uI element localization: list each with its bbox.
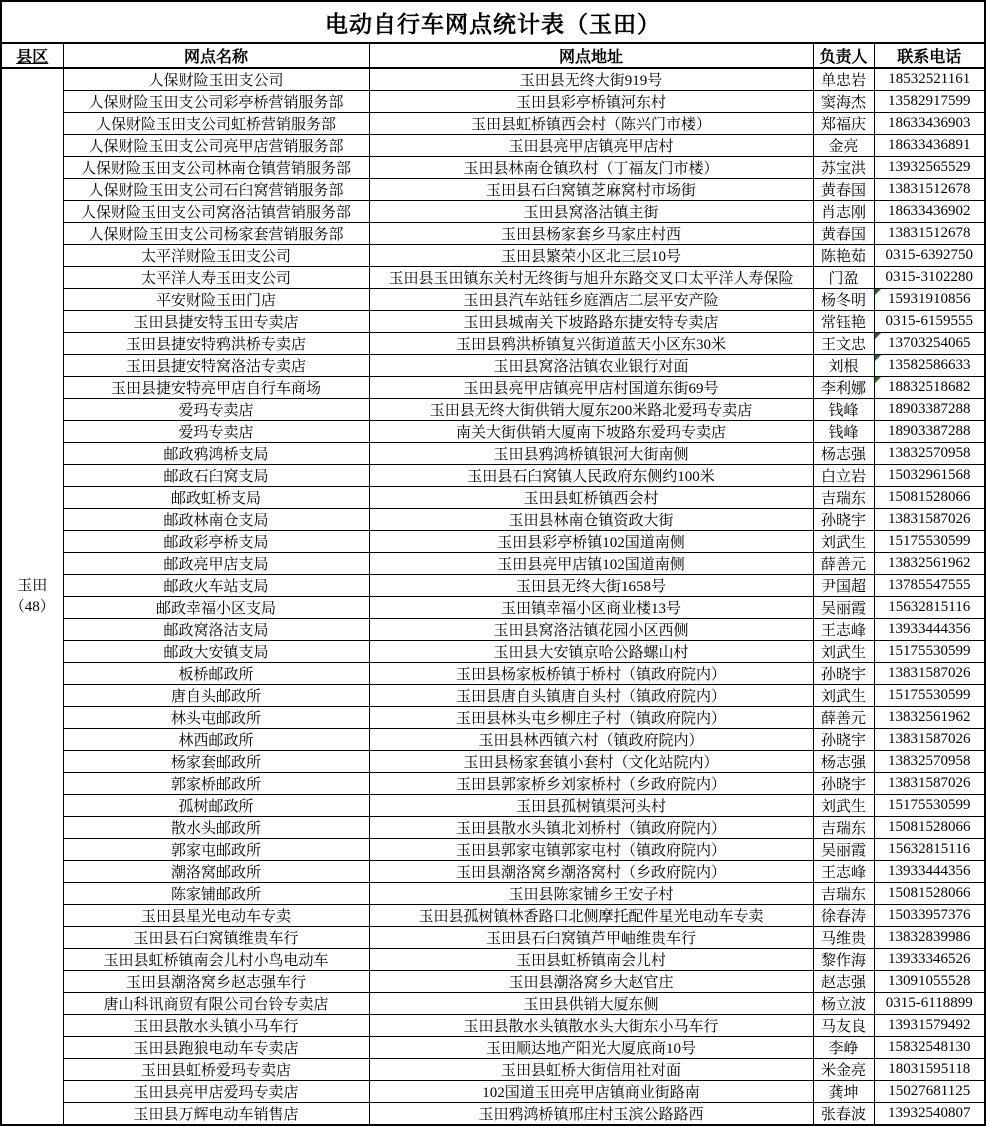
phone-cell[interactable]: 13933444356	[874, 861, 985, 883]
outlet-address-cell[interactable]: 玉田县虹桥镇西会村	[369, 487, 813, 509]
table-row	[1, 707, 985, 729]
outlet-name-cell[interactable]: 人保财险玉田支公司亮甲店营销服务部	[63, 135, 369, 157]
outlet-address-cell[interactable]: 玉田县虹桥镇西会村（陈兴门市楼）	[369, 113, 813, 135]
outlet-name-cell[interactable]: 玉田县石臼窝镇维贵车行	[63, 927, 369, 949]
outlet-name-cell[interactable]: 唐自头邮政所	[63, 685, 369, 707]
outlet-name-cell[interactable]: 玉田县虹桥镇南会儿村小鸟电动车	[63, 949, 369, 971]
manager-cell[interactable]: 马友良	[813, 1015, 874, 1037]
col-header-phone[interactable]: 联系电话	[874, 43, 985, 68]
outlet-name-cell[interactable]: 板桥邮政所	[63, 663, 369, 685]
manager-cell[interactable]: 孙晓宇	[813, 729, 874, 751]
table-row	[1, 421, 985, 443]
phone-cell[interactable]: 15081528066	[874, 487, 985, 509]
outlet-name-cell[interactable]: 潮洛窝邮政所	[63, 861, 369, 883]
manager-cell[interactable]: 肖志刚	[813, 201, 874, 223]
manager-cell[interactable]: 黄春国	[813, 179, 874, 201]
phone-cell[interactable]: 15081528066	[874, 817, 985, 839]
outlet-address-cell[interactable]: 玉田县潮洛窝乡大赵官庄	[369, 971, 813, 993]
outlet-address-cell[interactable]: 玉田县供销大厦东侧	[369, 993, 813, 1015]
table-row	[1, 531, 985, 553]
manager-cell[interactable]: 赵志强	[813, 971, 874, 993]
phone-cell[interactable]: 15632815116	[874, 597, 985, 619]
outlet-address-cell[interactable]: 玉田县唐自头镇唐自头村（镇政府院内）	[369, 685, 813, 707]
phone-cell[interactable]: 13933346526	[874, 949, 985, 971]
outlet-address-cell[interactable]: 玉田县杨家板桥镇于桥村（镇政府院内）	[369, 663, 813, 685]
phone-cell[interactable]: 13832561962	[874, 707, 985, 729]
table-row	[1, 751, 985, 773]
outlet-address-cell[interactable]: 玉田县林南仓镇资政大街	[369, 509, 813, 531]
outlet-address-cell[interactable]: 玉田县陈家铺乡王安子村	[369, 883, 813, 905]
outlet-name-cell[interactable]: 玉田县捷安特玉田专卖店	[63, 311, 369, 333]
phone-cell[interactable]: 15632815116	[874, 839, 985, 861]
outlet-name-cell[interactable]: 人保财险玉田支公司虹桥营销服务部	[63, 113, 369, 135]
phone-cell[interactable]: 13832839986	[874, 927, 985, 949]
county-name: 玉田	[17, 578, 48, 595]
phone-cell[interactable]: 15081528066	[874, 883, 985, 905]
table-row	[1, 289, 985, 311]
phone-cell[interactable]: 13832561962	[874, 553, 985, 575]
outlet-name-cell[interactable]: 林头屯邮政所	[63, 707, 369, 729]
outlet-address-cell[interactable]: 玉田鸦鸿桥镇邢庄村玉滨公路路西	[369, 1103, 813, 1126]
table-row	[1, 91, 985, 113]
page-title: 电动自行车网点统计表（玉田）	[1, 1, 985, 43]
outlet-address-cell[interactable]: 玉田县石臼窝镇芦甲岫维贵车行	[369, 927, 813, 949]
table-row	[1, 355, 985, 377]
county-cell[interactable]	[1, 68, 63, 1125]
outlet-name-cell[interactable]: 散水头邮政所	[63, 817, 369, 839]
manager-cell[interactable]: 孙晓宇	[813, 773, 874, 795]
manager-cell[interactable]: 孙晓宇	[813, 663, 874, 685]
table-row	[1, 179, 985, 201]
outlet-name-cell[interactable]: 邮政石臼窝支局	[63, 465, 369, 487]
outlet-address-cell[interactable]: 玉田县杨家套乡马家庄村西	[369, 223, 813, 245]
manager-cell[interactable]: 杨冬明	[813, 289, 874, 311]
table-row	[1, 333, 985, 355]
outlet-address-cell[interactable]: 玉田县散水头镇北刘桥村（镇政府院内）	[369, 817, 813, 839]
manager-cell[interactable]: 吉瑞东	[813, 487, 874, 509]
outlet-name-cell[interactable]: 玉田县跑狼电动车专卖店	[63, 1037, 369, 1059]
phone-cell[interactable]: 15175530599	[874, 641, 985, 663]
table-row	[1, 971, 985, 993]
table-row	[1, 795, 985, 817]
outlet-name-cell[interactable]: 玉田县万辉电动车销售店	[63, 1103, 369, 1126]
outlet-name-cell[interactable]: 平安财险玉田门店	[63, 289, 369, 311]
outlet-address-cell[interactable]: 玉田镇幸福小区商业楼13号	[369, 597, 813, 619]
phone-cell[interactable]: 13831587026	[874, 663, 985, 685]
outlet-address-cell[interactable]: 玉田县窝洛沽镇花园小区西侧	[369, 619, 813, 641]
outlet-name-cell[interactable]: 林西邮政所	[63, 729, 369, 751]
table-row	[1, 267, 985, 289]
manager-cell[interactable]: 陈艳茹	[813, 245, 874, 267]
outlet-name-cell[interactable]: 人保财险玉田支公司石臼窝营销服务部	[63, 179, 369, 201]
outlet-name-cell[interactable]: 太平洋人寿玉田支公司	[63, 267, 369, 289]
table-row	[1, 553, 985, 575]
outlet-name-cell[interactable]: 玉田县捷安特窝洛沽专卖店	[63, 355, 369, 377]
outlet-name-cell[interactable]: 玉田县虹桥爱玛专卖店	[63, 1059, 369, 1081]
outlet-name-cell[interactable]: 人保财险玉田支公司	[63, 68, 369, 91]
phone-cell[interactable]: 18903387288	[874, 399, 985, 421]
outlet-address-cell[interactable]: 玉田县无终大街919号	[369, 68, 813, 91]
outlet-name-cell[interactable]: 邮政大安镇支局	[63, 641, 369, 663]
manager-cell[interactable]: 刘武生	[813, 795, 874, 817]
outlet-address-cell[interactable]: 玉田县窝洛沽镇农业银行对面	[369, 355, 813, 377]
table-row	[1, 1059, 985, 1081]
outlet-name-cell[interactable]: 玉田县散水头镇小马车行	[63, 1015, 369, 1037]
manager-cell[interactable]: 刘武生	[813, 531, 874, 553]
table-row	[1, 399, 985, 421]
manager-cell[interactable]: 孙晓宇	[813, 509, 874, 531]
table-row	[1, 993, 985, 1015]
outlet-name-cell[interactable]: 邮政幸福小区支局	[63, 597, 369, 619]
manager-cell[interactable]: 薛善元	[813, 553, 874, 575]
table-row	[1, 597, 985, 619]
outlet-address-cell[interactable]: 玉田县郭家屯镇郭家屯村（镇政府院内）	[369, 839, 813, 861]
manager-cell[interactable]: 钱峰	[813, 399, 874, 421]
outlet-address-cell[interactable]: 玉田县玉田镇东关村无终街与旭升东路交叉口太平洋人寿保险	[369, 267, 813, 289]
outlet-name-cell[interactable]: 邮政亮甲店支局	[63, 553, 369, 575]
phone-cell[interactable]: 0315-6392750	[874, 245, 985, 267]
outlet-address-cell[interactable]: 玉田县潮洛窝乡潮洛窝村（乡政府院内）	[369, 861, 813, 883]
outlet-name-cell[interactable]: 玉田县亮甲店爱玛专卖店	[63, 1081, 369, 1103]
table-row	[1, 487, 985, 509]
manager-cell[interactable]: 金亮	[813, 135, 874, 157]
phone-cell[interactable]: 13831587026	[874, 729, 985, 751]
manager-cell[interactable]: 苏宝洪	[813, 157, 874, 179]
cell-error-flag-icon	[875, 377, 881, 383]
phone-cell[interactable]: 18633436891	[874, 135, 985, 157]
phone-cell[interactable]: 13831587026	[874, 509, 985, 531]
manager-cell[interactable]: 吴丽霞	[813, 839, 874, 861]
phone-cell[interactable]: 15032961568	[874, 465, 985, 487]
phone-cell[interactable]: 13831512678	[874, 223, 985, 245]
manager-cell[interactable]: 徐春涛	[813, 905, 874, 927]
table-row	[1, 509, 985, 531]
outlet-address-cell[interactable]: 玉田县汽车站钰乡庭酒店二层平安产险	[369, 289, 813, 311]
phone-cell[interactable]: 18031595118	[874, 1059, 985, 1081]
table-row	[1, 773, 985, 795]
manager-cell[interactable]: 马维贵	[813, 927, 874, 949]
manager-cell[interactable]: 白立岩	[813, 465, 874, 487]
outlet-address-cell[interactable]: 玉田县鸦洪桥镇复兴街道蓝天小区东30米	[369, 333, 813, 355]
phone-cell[interactable]: 15175530599	[874, 685, 985, 707]
cell-error-flag-icon	[875, 355, 881, 361]
phone-cell[interactable]: 15033957376	[874, 905, 985, 927]
outlet-name-cell[interactable]: 杨家套邮政所	[63, 751, 369, 773]
phone-cell[interactable]: 15175530599	[874, 531, 985, 553]
table-row	[1, 883, 985, 905]
outlet-name-cell[interactable]: 邮政彩亭桥支局	[63, 531, 369, 553]
manager-cell[interactable]: 张春波	[813, 1103, 874, 1126]
table-row	[1, 245, 985, 267]
phone-cell[interactable]: 15175530599	[874, 795, 985, 817]
phone-cell[interactable]: 13703254065	[874, 333, 985, 355]
outlet-address-cell[interactable]: 玉田县虹桥大街信用社对面	[369, 1059, 813, 1081]
outlet-name-cell[interactable]: 孤树邮政所	[63, 795, 369, 817]
manager-cell[interactable]: 单忠岩	[813, 68, 874, 91]
table-row	[1, 1103, 985, 1126]
table-row	[1, 949, 985, 971]
outlet-name-cell[interactable]: 邮政虹桥支局	[63, 487, 369, 509]
outlet-address-cell[interactable]: 玉田县林南仓镇玖村（丁福友门市楼）	[369, 157, 813, 179]
county-count: （48）	[9, 598, 55, 615]
table-row	[1, 135, 985, 157]
table-row	[1, 157, 985, 179]
manager-cell[interactable]: 龚坤	[813, 1081, 874, 1103]
outlet-name-cell[interactable]: 太平洋财险玉田支公司	[63, 245, 369, 267]
manager-cell[interactable]: 杨志强	[813, 443, 874, 465]
phone-cell[interactable]: 18903387288	[874, 421, 985, 443]
manager-cell[interactable]: 郑福庆	[813, 113, 874, 135]
manager-cell[interactable]: 吉瑞东	[813, 817, 874, 839]
manager-cell[interactable]: 钱峰	[813, 421, 874, 443]
outlet-name-cell[interactable]: 人保财险玉田支公司窝洛沽镇营销服务部	[63, 201, 369, 223]
phone-cell[interactable]: 18532521161	[874, 68, 985, 91]
outlet-address-cell[interactable]: 玉田县大安镇京哈公路螺山村	[369, 641, 813, 663]
col-header-person[interactable]: 负责人	[813, 43, 874, 68]
outlet-address-cell[interactable]: 玉田县繁荣小区北三层10号	[369, 245, 813, 267]
outlet-address-cell[interactable]: 玉田县石臼窝镇芝麻窝村市场街	[369, 179, 813, 201]
manager-cell[interactable]: 杨志强	[813, 751, 874, 773]
manager-cell[interactable]: 李峥	[813, 1037, 874, 1059]
outlet-name-cell[interactable]: 郭家屯邮政所	[63, 839, 369, 861]
table-row	[1, 729, 985, 751]
outlet-address-cell[interactable]: 玉田县亮甲店镇102国道南侧	[369, 553, 813, 575]
manager-cell[interactable]: 窦海杰	[813, 91, 874, 113]
outlet-name-cell[interactable]: 人保财险玉田支公司杨家套营销服务部	[63, 223, 369, 245]
table-row	[1, 113, 985, 135]
cell-error-flag-icon	[875, 333, 881, 339]
outlet-name-cell[interactable]: 邮政火车站支局	[63, 575, 369, 597]
outlet-address-cell[interactable]: 玉田县亮甲店镇亮甲店村国道东街69号	[369, 377, 813, 399]
phone-cell[interactable]: 0315-6159555	[874, 311, 985, 333]
phone-cell[interactable]: 15931910856	[874, 289, 985, 311]
table-row	[1, 663, 985, 685]
title-row	[1, 1, 985, 43]
outlet-address-cell[interactable]: 玉田县林头屯乡柳庄子村（镇政府院内）	[369, 707, 813, 729]
manager-cell[interactable]: 杨立波	[813, 993, 874, 1015]
table-row	[1, 201, 985, 223]
manager-cell[interactable]: 尹国超	[813, 575, 874, 597]
outlet-address-cell[interactable]: 玉田县城南关下坡路路东捷安特专卖店	[369, 311, 813, 333]
table-row	[1, 1015, 985, 1037]
table-body	[1, 68, 985, 1125]
outlet-address-cell[interactable]: 玉田县亮甲店镇亮甲店村	[369, 135, 813, 157]
outlet-address-cell[interactable]: 玉田顺达地产阳光大厦底商10号	[369, 1037, 813, 1059]
manager-cell[interactable]: 常钰艳	[813, 311, 874, 333]
outlet-name-cell[interactable]: 玉田县捷安特鸦洪桥专卖店	[63, 333, 369, 355]
phone-cell[interactable]: 13831512678	[874, 179, 985, 201]
table-row	[1, 861, 985, 883]
table-row	[1, 839, 985, 861]
table-row	[1, 1037, 985, 1059]
manager-cell[interactable]: 门盈	[813, 267, 874, 289]
phone-cell[interactable]: 13832570958	[874, 751, 985, 773]
outlet-address-cell[interactable]: 玉田县虹桥镇南会儿村	[369, 949, 813, 971]
phone-cell[interactable]: 0315-6118899	[874, 993, 985, 1015]
manager-cell[interactable]: 李利娜	[813, 377, 874, 399]
outlet-name-cell[interactable]: 爱玛专卖店	[63, 421, 369, 443]
manager-cell[interactable]: 刘武生	[813, 641, 874, 663]
table-row	[1, 685, 985, 707]
phone-cell[interactable]: 15027681125	[874, 1081, 985, 1103]
outlet-address-cell[interactable]: 玉田县窝洛沽镇主街	[369, 201, 813, 223]
outlet-name-cell[interactable]: 玉田县星光电动车专卖	[63, 905, 369, 927]
outlet-address-cell[interactable]: 玉田县无终大街1658号	[369, 575, 813, 597]
outlet-address-cell[interactable]: 玉田县杨家套镇小套村（文化站院内）	[369, 751, 813, 773]
phone-cell[interactable]: 18633436902	[874, 201, 985, 223]
table-row	[1, 641, 985, 663]
outlet-address-cell[interactable]: 玉田县石臼窝镇人民政府东侧约100米	[369, 465, 813, 487]
manager-cell[interactable]: 王志峰	[813, 619, 874, 641]
manager-cell[interactable]: 王志峰	[813, 861, 874, 883]
col-header-county[interactable]: 县区	[1, 43, 63, 68]
phone-cell[interactable]: 13831587026	[874, 773, 985, 795]
outlet-name-cell[interactable]: 郭家桥邮政所	[63, 773, 369, 795]
table-row	[1, 927, 985, 949]
phone-cell[interactable]: 0315-3102280	[874, 267, 985, 289]
phone-cell[interactable]: 13091055528	[874, 971, 985, 993]
outlet-name-cell[interactable]: 唐山科讯商贸有限公司台铃专卖店	[63, 993, 369, 1015]
outlet-name-cell[interactable]: 陈家铺邮政所	[63, 883, 369, 905]
table-row	[1, 905, 985, 927]
outlet-address-cell[interactable]: 玉田县郭家桥乡刘家桥村（乡政府院内）	[369, 773, 813, 795]
table-row	[1, 68, 985, 91]
phone-cell[interactable]: 18633436903	[874, 113, 985, 135]
outlet-name-cell[interactable]: 人保财险玉田支公司林南仓镇营销服务部	[63, 157, 369, 179]
manager-cell[interactable]: 黎作海	[813, 949, 874, 971]
table-row	[1, 619, 985, 641]
outlet-name-cell[interactable]: 玉田县捷安特亮甲店自行车商场	[63, 377, 369, 399]
outlet-address-cell[interactable]: 玉田县林西镇六村（镇政府院内）	[369, 729, 813, 751]
outlet-name-cell[interactable]: 邮政林南仓支局	[63, 509, 369, 531]
phone-cell[interactable]: 13932540807	[874, 1103, 985, 1126]
manager-cell[interactable]: 薛善元	[813, 707, 874, 729]
outlet-address-cell[interactable]: 玉田县彩亭桥镇102国道南侧	[369, 531, 813, 553]
phone-cell[interactable]: 13582586633	[874, 355, 985, 377]
phone-cell[interactable]: 13785547555	[874, 575, 985, 597]
phone-cell[interactable]: 18832518682	[874, 377, 985, 399]
manager-cell[interactable]: 王文忠	[813, 333, 874, 355]
phone-cell[interactable]: 13582917599	[874, 91, 985, 113]
outlet-name-cell[interactable]: 邮政窝洛沽支局	[63, 619, 369, 641]
outlet-name-cell[interactable]: 爱玛专卖店	[63, 399, 369, 421]
header-row	[1, 43, 985, 68]
table-row	[1, 575, 985, 597]
col-header-outlet-address[interactable]: 网点地址	[369, 43, 813, 68]
phone-cell[interactable]: 15832548130	[874, 1037, 985, 1059]
outlet-address-cell[interactable]: 玉田县鸦鸿桥镇银河大街南侧	[369, 443, 813, 465]
outlet-address-cell[interactable]: 南关大街供销大厦南下坡路东爱玛专卖店	[369, 421, 813, 443]
outlet-name-cell[interactable]: 玉田县潮洛窝乡赵志强车行	[63, 971, 369, 993]
cell-error-flag-icon	[875, 289, 881, 295]
outlet-address-cell[interactable]: 玉田县无终大街供销大厦东200米路北爱玛专卖店	[369, 399, 813, 421]
manager-cell[interactable]: 黄春国	[813, 223, 874, 245]
phone-cell[interactable]: 13932565529	[874, 157, 985, 179]
outlet-name-cell[interactable]: 人保财险玉田支公司彩亭桥营销服务部	[63, 91, 369, 113]
table-row	[1, 223, 985, 245]
phone-cell[interactable]: 13933444356	[874, 619, 985, 641]
manager-cell[interactable]: 吴丽霞	[813, 597, 874, 619]
manager-cell[interactable]: 米金亮	[813, 1059, 874, 1081]
manager-cell[interactable]: 刘根	[813, 355, 874, 377]
outlet-address-cell[interactable]: 玉田县孤树镇渠河头村	[369, 795, 813, 817]
phone-cell[interactable]: 13832570958	[874, 443, 985, 465]
outlet-name-cell[interactable]: 邮政鸦鸿桥支局	[63, 443, 369, 465]
table-row	[1, 443, 985, 465]
manager-cell[interactable]: 吉瑞东	[813, 883, 874, 905]
table-row	[1, 465, 985, 487]
table-row	[1, 817, 985, 839]
col-header-outlet-name[interactable]: 网点名称	[63, 43, 369, 68]
outlet-address-cell[interactable]: 玉田县散水头镇散水头大街东小马车行	[369, 1015, 813, 1037]
table-row	[1, 1081, 985, 1103]
outlet-address-cell[interactable]: 102国道玉田亮甲店镇商业街路南	[369, 1081, 813, 1103]
phone-cell[interactable]: 13931579492	[874, 1015, 985, 1037]
outlet-address-cell[interactable]: 玉田县彩亭桥镇河东村	[369, 91, 813, 113]
outlet-address-cell[interactable]: 玉田县孤树镇林香路口北侧摩托配件星光电动车专卖	[369, 905, 813, 927]
table-row	[1, 311, 985, 333]
manager-cell[interactable]: 刘武生	[813, 685, 874, 707]
table-row	[1, 377, 985, 399]
